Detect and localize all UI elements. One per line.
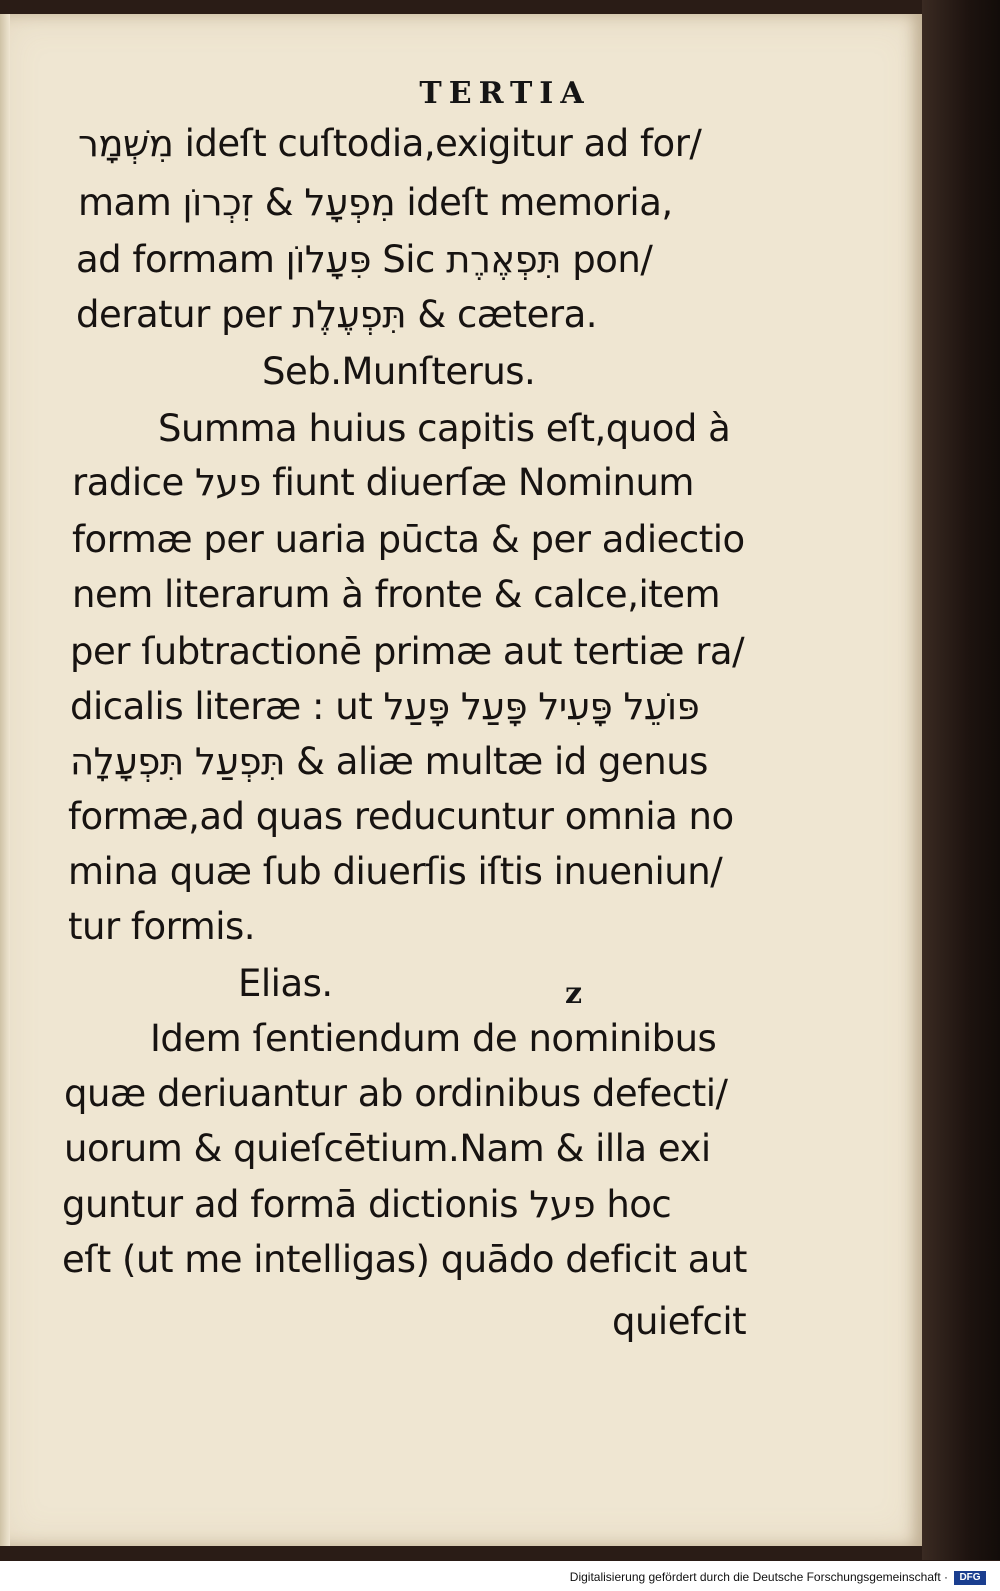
text-line-1: מִשְׁמָר ideſt cuſtodia,exigitur ad for/ (78, 122, 702, 165)
text-line-10: per ſubtractionē primæ aut tertiæ ra/ (70, 630, 745, 673)
funding-credit: Digitalisierung gefördert durch die Deutsche Forschungsgemeinschaft · (569, 1570, 948, 1584)
text-line-6: Summa huius capitis eſt,quod à (158, 407, 731, 450)
text-line-15: tur formis. (68, 905, 256, 948)
digitization-footer (0, 1561, 1000, 1591)
text-line-13: formæ,ad quas reducuntur omnia no (68, 795, 734, 838)
text-line-19: uorum & quieſcētium.Nam & illa exi (64, 1127, 711, 1170)
section-heading-elias: Elias. (238, 962, 333, 1005)
book-edge (922, 0, 1000, 1560)
text-line-3: ad formam פִּעָלוֹן Sic תִּפְאֶרֶת pon/ (76, 238, 653, 281)
section-heading-munsterus: Seb.Munſterus. (262, 350, 536, 393)
dfg-logo: DFG (954, 1571, 986, 1585)
text-line-12: תִּפְעַל תִּפְעָלָה & aliæ multæ id genus (70, 740, 708, 783)
signature-mark: z (565, 976, 583, 1011)
text-line-14: mina quæ ſub diuerſis iſtis inueniun/ (68, 850, 723, 893)
text-line-17: Idem ſentiendum de nominibus (150, 1017, 717, 1060)
text-line-7: radice פעל fiunt diuerſæ Nominum (72, 461, 694, 504)
text-line-9: nem literarum à fronte & calce,item (72, 573, 721, 616)
text-line-4: deratur per תִּפְעֶלֶת & cætera. (76, 293, 598, 336)
text-line-11: dicalis literæ : ut פּוֹעֵל פָּעִיל פָּעַל פָּעַל (70, 685, 700, 728)
catchword: quiefcit (612, 1300, 747, 1343)
text-line-20: guntur ad formā dictionis פעל hoc (62, 1183, 672, 1226)
page-gutter (0, 14, 10, 1546)
running-head: TERTIA (419, 76, 591, 111)
text-line-2: mam מִפְעָל & זִכְרוֹן ideſt memoria, (78, 181, 673, 224)
text-line-21: eſt (ut me intelligas) quādo deficit aut (62, 1238, 747, 1281)
text-line-18: quæ deriuantur ab ordinibus defecti/ (64, 1072, 728, 1115)
text-line-8: formæ per uaria pūcta & per adiectio (72, 518, 745, 561)
